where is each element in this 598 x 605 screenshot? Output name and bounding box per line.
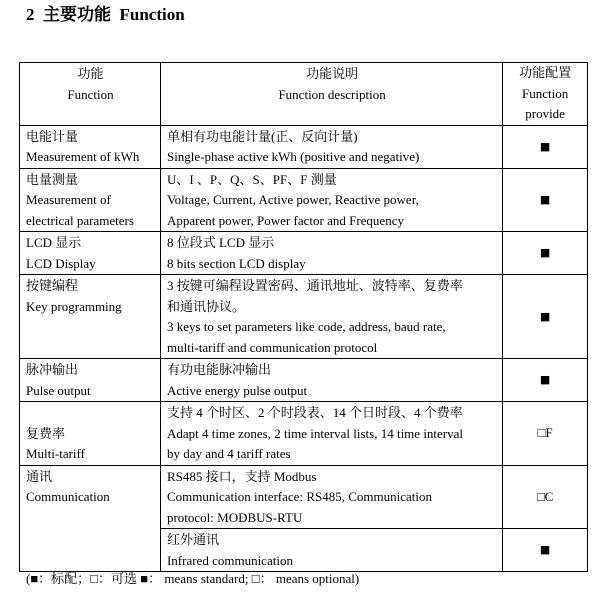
header-function: 功能 Function: [20, 63, 161, 126]
provide-cell: [503, 465, 588, 529]
table-row: [20, 232, 588, 275]
section-title-cn: 主要功能: [43, 5, 111, 24]
provide-cell: [503, 168, 588, 232]
description-cell: 3 按键可编程设置密码、通讯地址、波特率、复费率 和通讯协议。 3 keys to set parameters like code, address, baud rate, multi-tariff and communication protocol: [160, 275, 502, 359]
provide-cell: [503, 402, 588, 466]
function-cell: LCD 显示 LCD Display: [20, 232, 161, 275]
header-provide: 功能配置 Function provide: [503, 63, 588, 126]
optional-mark: □F: [537, 425, 553, 440]
function-cell: 脉冲输出 Pulse output: [20, 359, 161, 402]
table-row: [20, 168, 588, 232]
table-row: [20, 359, 588, 402]
table-row: [20, 402, 588, 466]
footnote: (■：标配；□：可选 ■： means standard; □： means optional): [26, 571, 360, 586]
function-cell: 按键编程 Key programming: [20, 275, 161, 359]
description-cell: RS485 接口，支持 Modbus Communication interface: RS485, Communication protocol: MODBUS-RTU: [160, 465, 502, 529]
description-cell: U、I 、P、Q、S、PF、F 测量 Voltage, Current, Active power, Reactive power, Apparent power, Power factor and Frequency: [160, 168, 502, 232]
section-heading: [26, 4, 185, 26]
section-number: 2: [26, 5, 35, 24]
function-cell: 电能计量 Measurement of kWh: [20, 125, 161, 168]
description-cell: 支持 4 个时区、2 个时段表、14 个日时段、4 个费率 Adapt 4 time zones, 2 time interval lists, 14 time interval by day and 4 tariff rates: [160, 402, 502, 466]
table-row: [20, 465, 588, 529]
header-description: 功能说明 Function description: [160, 63, 502, 126]
description-cell: 8 位段式 LCD 显示 8 bits section LCD display: [160, 232, 502, 275]
provide-cell: [503, 232, 588, 275]
function-cell: 通讯 Communication: [20, 465, 161, 572]
standard-mark: ■: [539, 193, 551, 206]
description-cell: 单相有功电能计量(正、反向计量) Single-phase active kWh (positive and negative): [160, 125, 502, 168]
function-cell: 复费率 Multi-tariff: [20, 402, 161, 466]
provide-cell: [503, 529, 588, 572]
provide-cell: [503, 275, 588, 359]
optional-mark: □C: [536, 488, 554, 504]
standard-mark: ■: [539, 139, 551, 153]
function-cell: 电量测量 Measurement of electrical parameters: [20, 168, 161, 232]
table-header-row: [20, 63, 588, 126]
table-row: [20, 275, 588, 359]
description-cell: 红外通讯 Infrared communication: [160, 529, 502, 572]
description-cell: 有功电能脉冲输出 Active energy pulse output: [160, 359, 502, 402]
standard-mark: ■: [539, 543, 551, 557]
standard-mark: ■: [539, 309, 551, 323]
standard-mark: ■: [539, 246, 551, 260]
provide-cell: [503, 359, 588, 402]
provide-cell: [503, 125, 588, 168]
table-row: [20, 125, 588, 168]
function-table: [19, 62, 588, 572]
section-title-en: Function: [119, 5, 185, 24]
standard-mark: ■: [539, 373, 551, 387]
